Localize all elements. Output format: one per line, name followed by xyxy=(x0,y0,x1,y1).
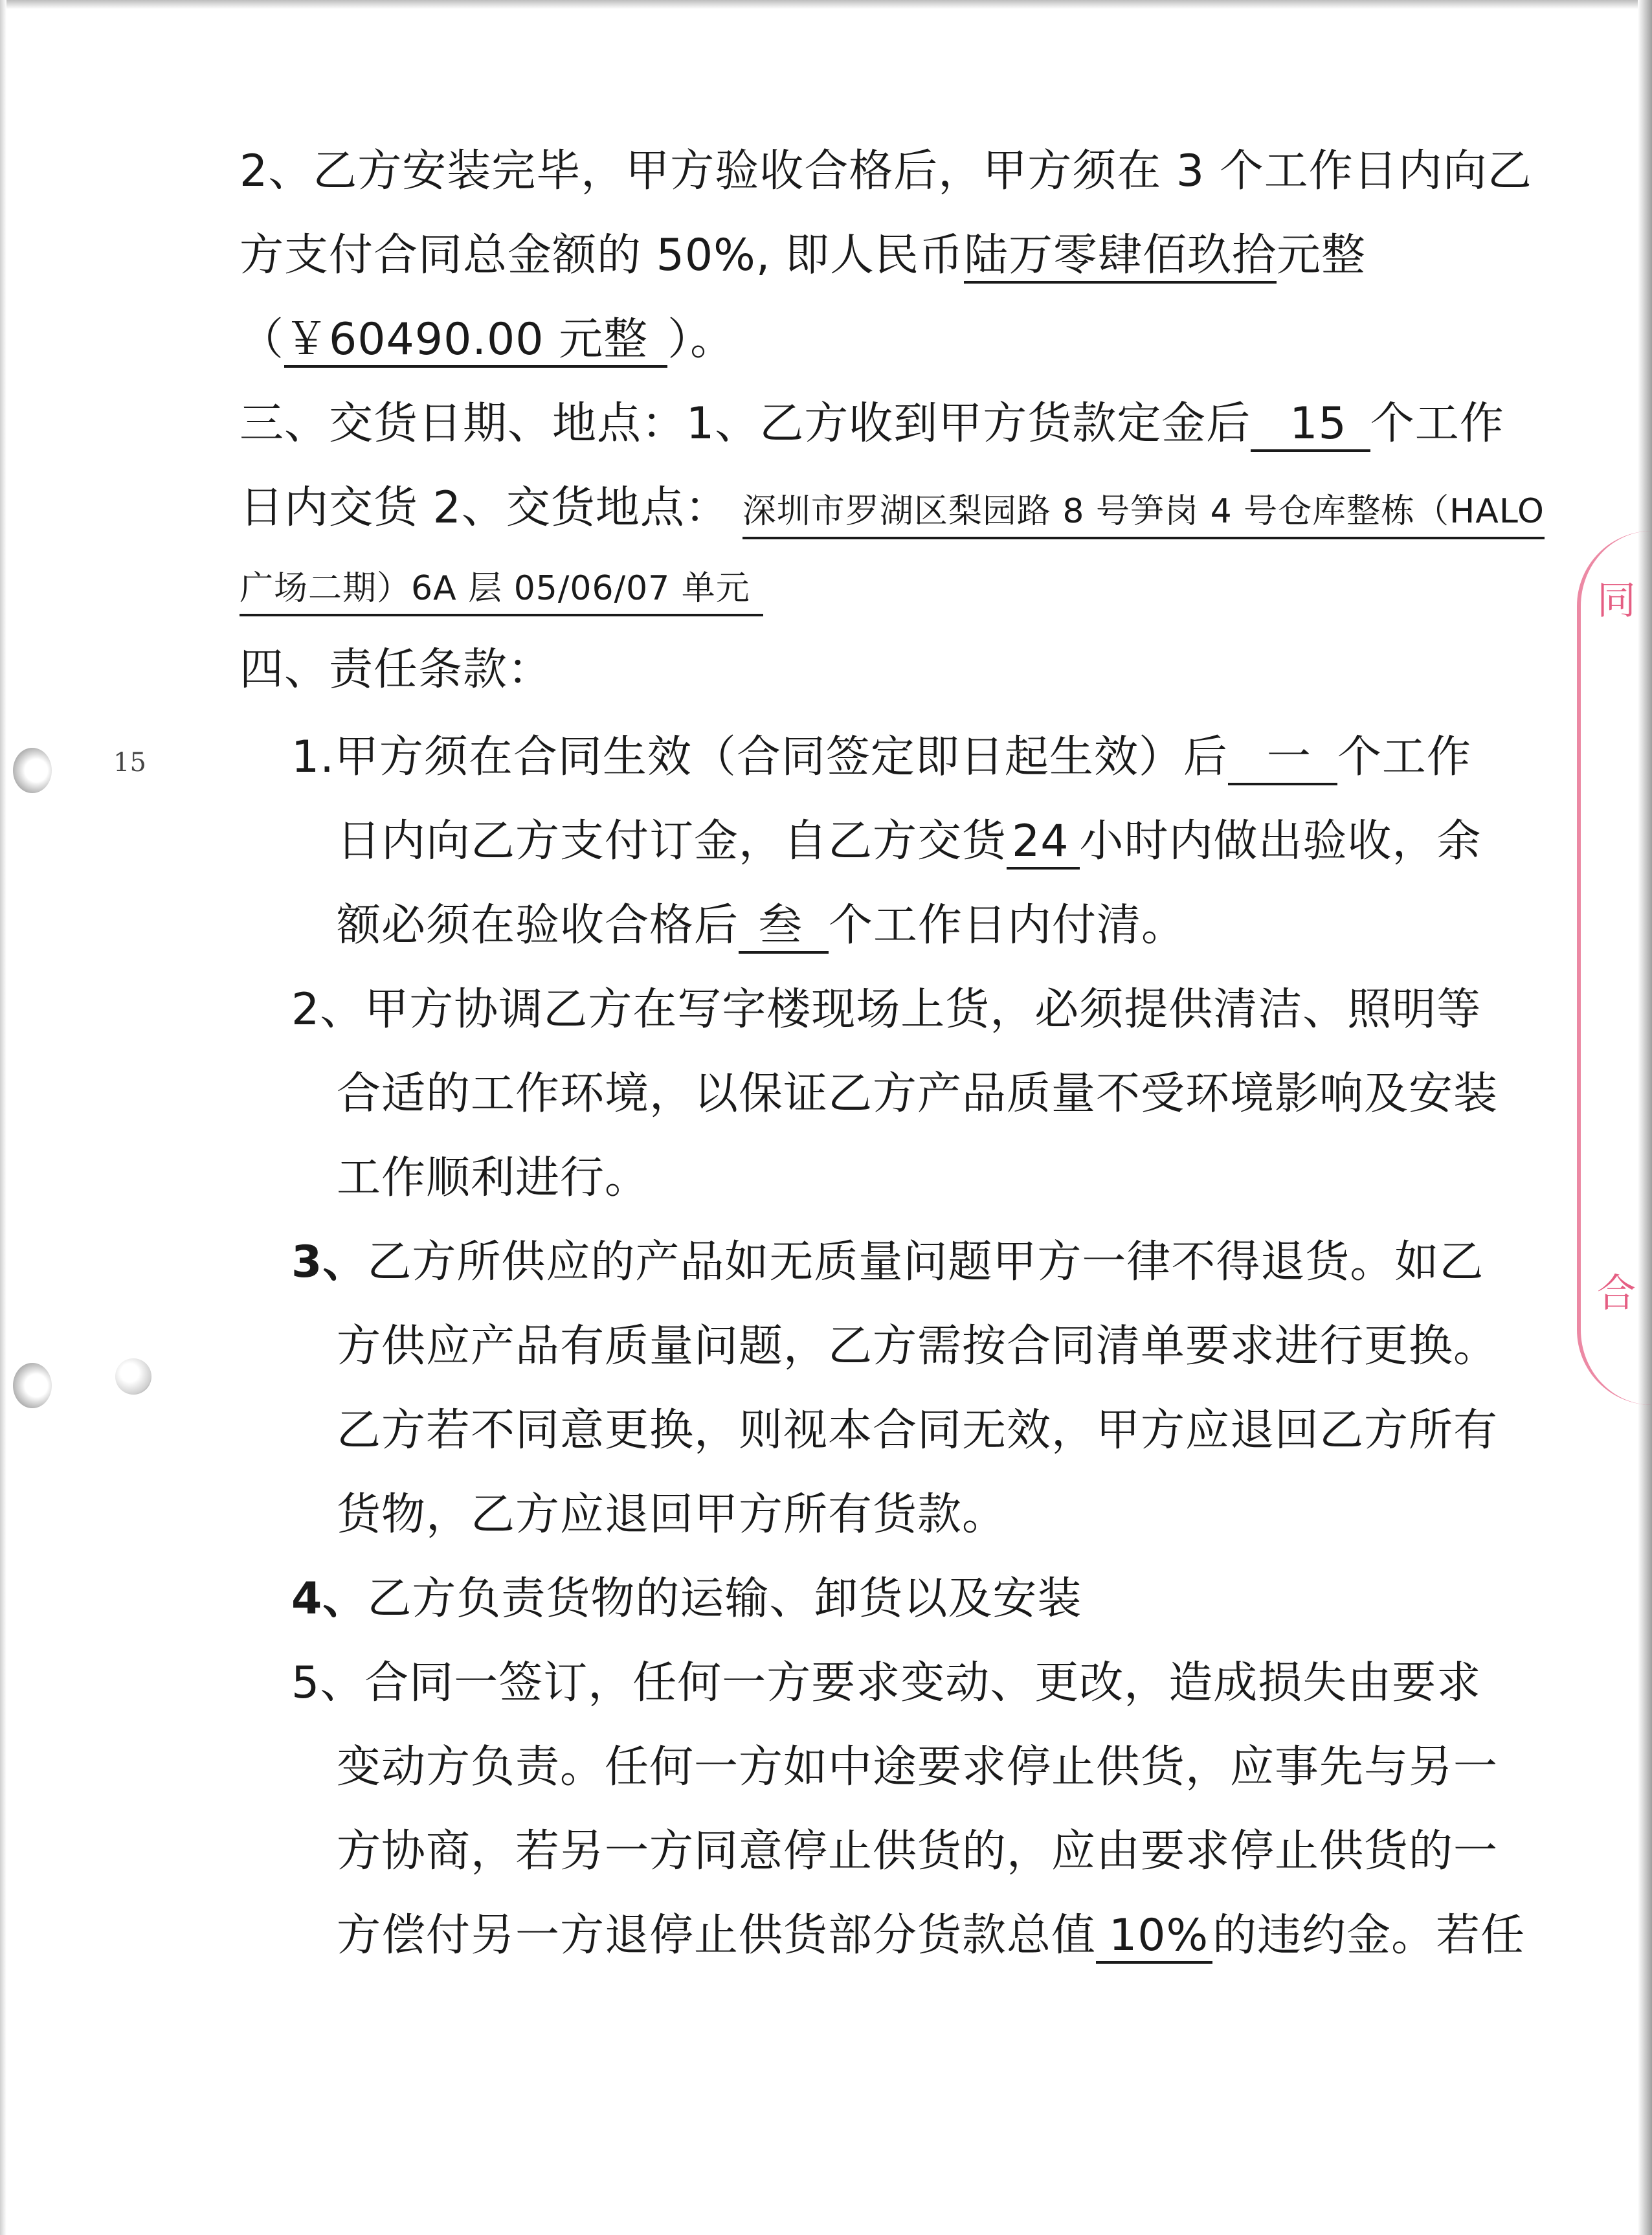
item-5-text: 方偿付另一方退停止供货部分货款总值 xyxy=(337,1910,1097,1961)
item-1-suffix: 个工作 xyxy=(1337,732,1471,783)
acceptance-hours: 24 xyxy=(1007,816,1080,870)
page-number-mark: 15 xyxy=(113,748,146,778)
item-5-line-1: 5、合同一签订，任何一方要求变动、更改，造成损失由要求 xyxy=(291,1657,1482,1709)
penalty-rate: 10% xyxy=(1096,1911,1212,1964)
clause-2-line-1: 2、乙方安装完毕，甲方验收合格后，甲方须在 3 个工作日内向乙 xyxy=(240,146,1532,197)
item-3-line-3: 乙方若不同意更换，则视本合同无效，甲方应退回乙方所有 xyxy=(337,1405,1499,1456)
amount-suffix: 元整 xyxy=(1277,230,1367,281)
item-4-text: 乙方负责货物的运输、卸货以及安装 xyxy=(367,1573,1082,1624)
section-3-line-1 xyxy=(240,395,1504,453)
item-1-line-1 xyxy=(291,728,1471,787)
item-3-line-1 xyxy=(291,1233,1484,1292)
item-5-line-4 xyxy=(337,1907,1525,1965)
paren-close: ）。 xyxy=(667,314,735,365)
delivery-suffix: 个工作 xyxy=(1370,398,1504,449)
item-1-suffix-2: 小时内做出验收，余 xyxy=(1079,816,1482,867)
punch-hole-inner xyxy=(115,1358,151,1395)
item-2-line-2: 合适的工作环境，以保证乙方产品质量不受环境影响及安装 xyxy=(337,1068,1499,1119)
punch-hole-left-bottom xyxy=(13,1363,52,1408)
delivery-address: 深圳市罗湖区梨园路 8 号笋岗 4 号仓库整栋（HALO xyxy=(742,486,1545,539)
deposit-days: 一 xyxy=(1228,732,1337,785)
delivery-location-label: 日内交货 2、交货地点： xyxy=(240,482,730,533)
section-4-title: 四、责任条款： xyxy=(240,644,553,695)
item-3-text: 乙方所供应的产品如无质量问题甲方一律不得退货。如乙 xyxy=(367,1237,1484,1288)
delivery-days: 15 xyxy=(1251,399,1370,452)
stamp-char-1: 同 xyxy=(1597,578,1636,623)
item-3-line-2: 方供应产品有质量问题，乙方需按合同清单要求进行更换。 xyxy=(337,1321,1499,1372)
scan-edge-left xyxy=(0,0,6,2235)
payment-days: 叁 xyxy=(739,901,829,954)
delivery-text: 三、交货日期、地点：1、乙方收到甲方货款定金后 xyxy=(240,398,1251,449)
item-5-line-3: 方协商，若另一方同意停止供货的，应由要求停止供货的一 xyxy=(337,1826,1499,1877)
item-5-line-2: 变动方负责。任何一方如中途要求停止供货，应事先与另一 xyxy=(337,1742,1499,1793)
punch-hole-left-top xyxy=(13,748,52,793)
clause-2-line-2 xyxy=(240,227,1366,285)
delivery-address-cont: 广场二期）6A 层 05/06/07 单元 xyxy=(240,563,763,616)
item-4-number: 4、 xyxy=(291,1573,368,1624)
item-1-suffix-3: 个工作日内付清。 xyxy=(829,900,1187,951)
item-5-suffix: 的违约金。若任 xyxy=(1212,1910,1526,1961)
item-3-line-4: 货物，乙方应退回甲方所有货款。 xyxy=(337,1489,1007,1540)
stamp-char-2: 合 xyxy=(1597,1271,1636,1316)
section-3-line-2 xyxy=(240,479,1545,539)
item-1-line-3 xyxy=(337,897,1186,955)
item-2-line-1: 2、甲方协调乙方在写字楼现场上货，必须提供清洁、照明等 xyxy=(291,984,1482,1035)
item-1-line-2 xyxy=(337,813,1482,871)
item-3-number: 3、 xyxy=(291,1237,368,1288)
item-1-text-3: 额必须在验收合格后 xyxy=(337,900,739,951)
clause-2-line-3 xyxy=(240,311,735,369)
section-3-line-3 xyxy=(240,563,763,616)
clause-2-text: 方支付合同总金额的 50%, 即人民币 xyxy=(240,230,964,281)
item-2-line-3: 工作顺利进行。 xyxy=(337,1152,650,1204)
item-1-text-2: 日内向乙方支付订金，自乙方交货 xyxy=(337,816,1007,867)
red-seal-stamp xyxy=(1577,531,1652,1405)
scan-edge-top xyxy=(0,0,1652,9)
item-1-text: 1.甲方须在合同生效（合同签定即日起生效）后 xyxy=(291,732,1228,783)
item-4-line-1 xyxy=(291,1570,1082,1628)
amount-in-words: 陆万零肆佰玖拾 xyxy=(964,230,1277,284)
amount-in-figures: ￥60490.00 元整 xyxy=(284,315,667,368)
paren-open: （ xyxy=(240,314,285,365)
